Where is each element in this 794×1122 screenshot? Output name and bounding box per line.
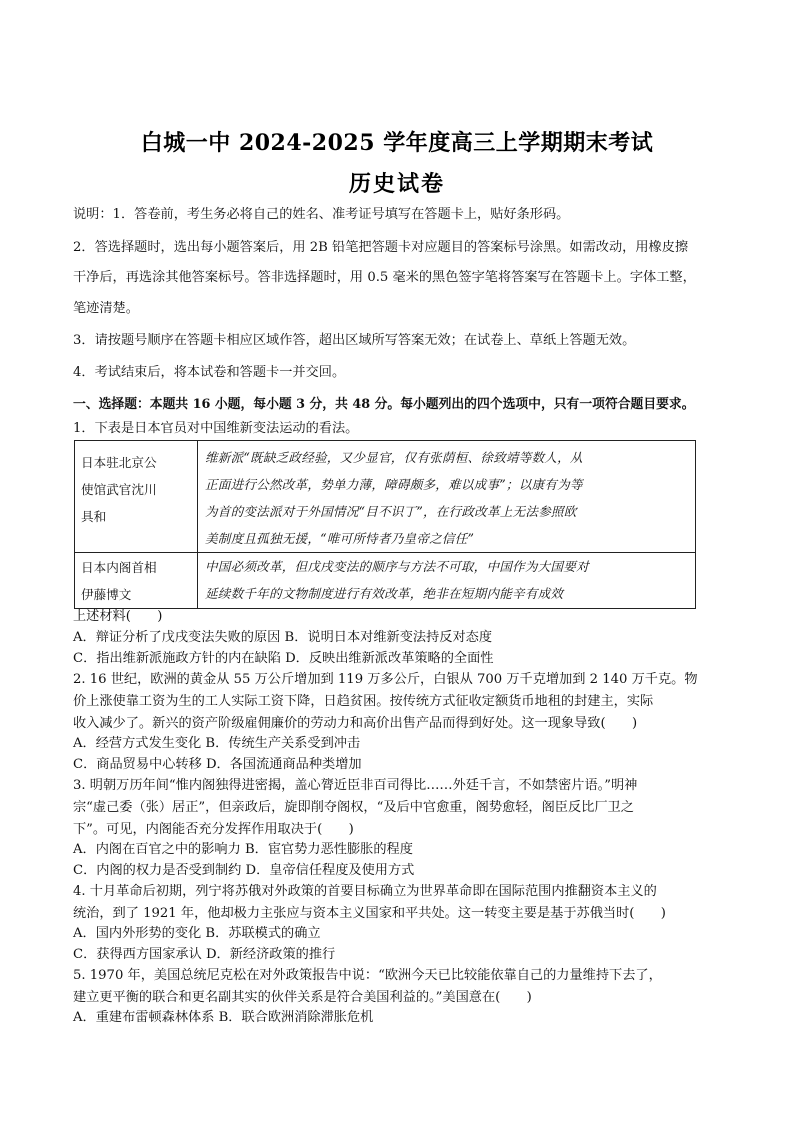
- question-5-line: 5. 1970 年，美国总统尼克松在对外政策报告中说：“欧洲今天已比较能依靠自己的力量维持下去了，: [73, 968, 662, 983]
- question-3-options: A．内阁在百官之中的影响力 B．宦官势力恶性膨胀的程度: [73, 842, 413, 857]
- instruction-line: 3．请按题号顺序在答题卡相应区域作答，超出区域所写答案无效；在试卷上、草纸上答题无效。: [73, 333, 636, 348]
- question-2-line: 2. 16 世纪，欧洲的黄金从 55 万公斤增加到 119 万多公斤，白银从 700 万千克增加到 2 140 万千克。物: [73, 672, 698, 687]
- view-line: 中国必须改革，但戊戌变法的顺序与方法不可取，中国作为大国要对: [205, 559, 589, 574]
- instruction-line: 2．答选择题时，选出每小题答案后，用 2B 铅笔把答题卡对应题目的答案标号涂黑。如需改动，用橡皮擦: [73, 240, 689, 255]
- question-1-options: C．指出维新派施政方针的内在缺陷 D．反映出维新派改革策略的全面性: [73, 651, 494, 666]
- question-1-stem: 1．下表是日本官员对中国维新变法运动的看法。: [73, 421, 359, 436]
- question-4-options: C．获得西方国家承认 D．新经济政策的推行: [73, 947, 336, 962]
- instruction-line: 4．考试结束后，将本试卷和答题卡一并交回。: [73, 365, 346, 380]
- question-5-options: A．重建布雷顿森林体系 B．联合欧洲消除滞胀危机: [73, 1010, 374, 1025]
- view-line: 维新派“既缺乏政经验，又少显官，仅有张荫桓、徐致靖等数人，从: [205, 450, 583, 465]
- question-1-table: [74, 440, 696, 609]
- question-1-options: A．辩证分析了戊戌变法失败的原因 B．说明日本对维新变法持反对态度: [73, 630, 493, 645]
- question-2-line: 价上涨使靠工资为生的工人实际工资下降，日趋贫困。按传统方式征收定额货币地租的封建主，实际: [73, 694, 654, 709]
- view-line: 正面进行公然改革，势单力薄，障碍颇多，难以成事”；以康有为等: [205, 477, 583, 492]
- question-3-line: 下”。可见，内阁能否充分发挥作用取决于( ): [73, 822, 354, 837]
- question-2-options: C．商品贸易中心转移 D．各国流通商品种类增加: [73, 757, 362, 772]
- question-4-line: 4. 十月革命后初期，列宁将苏俄对外政策的首要目标确立为世界革命即在国际范围内推翻资本主义的: [73, 884, 657, 899]
- exam-subtitle: 历史试卷: [348, 171, 445, 197]
- instruction-line: 干净后，再选涂其他答案标号。答非选择题时，用 0.5 毫米的黑色签字笔将答案写在答题卡上。字体工整，: [73, 270, 696, 285]
- official-name-line: 日本内阁首相: [81, 560, 157, 575]
- question-3-line: 3. 明朝万历年间“惟内阁独得进密揭，盖心膂近臣非百司得比……外廷千言，不如禁密片语。”明神: [73, 778, 638, 793]
- view-line: 延续数千年的文物制度进行有效改革，绝非在短期内能辛有成效: [205, 586, 564, 601]
- question-4-line: 统治，到了 1921 年，他却极力主张应与资本主义国家和平共处。这一转变主要是基于苏俄当时( ): [73, 906, 666, 921]
- question-5-line: 建立更平衡的联合和更名副其实的伙伴关系是符合美国利益的。”美国意在( ): [73, 990, 532, 1005]
- official-name-line: 具和: [81, 509, 107, 524]
- view-line: 美制度且孤独无援，“唯可所恃者乃皇帝之信任”: [205, 531, 475, 546]
- question-3-options: C．内阁的权力是否受到制约 D．皇帝信任程度及使用方式: [73, 863, 415, 878]
- instruction-line: 笔迹清楚。: [73, 301, 139, 316]
- question-3-line: 宗“虚己委（张）居正”，但亲政后，旋即削夺阁权，“及后中官愈重，阁势愈轻，阁臣反比厂卫之: [73, 800, 634, 815]
- question-2-options: A．经营方式发生变化 B．传统生产关系受到冲击: [73, 736, 361, 751]
- question-2-line: 收入减少了。新兴的资产阶级雇佣廉价的劳动力和高价出售产品而得到好处。这一现象导致( ): [73, 716, 638, 731]
- table-cell-view: [198, 441, 696, 553]
- exam-title: 白城一中 2024-2025 学年度高三上学期期末考试: [140, 130, 654, 156]
- table-cell-official: [75, 553, 198, 609]
- table-row: [75, 553, 696, 609]
- section-heading: 一、选择题：本题共 16 小题，每小题 3 分，共 48 分。每小题列出的四个选项中，只有一项符合题目要求。: [73, 397, 695, 412]
- instruction-line: 说明：1．答卷前，考生务必将自己的姓名、准考证号填写在答题卡上，贴好条形码。: [73, 207, 570, 222]
- table-cell-official: [75, 441, 198, 553]
- question-1-after: 上述材料( ): [73, 609, 163, 624]
- official-name-line: 使馆武官沈川: [81, 482, 157, 497]
- view-line: 为首的变法派对于外国情况“目不识丁”，在行政改革上无法参照欧: [205, 504, 577, 519]
- table-row: [75, 441, 696, 553]
- official-name-line: 伊藤博文: [81, 587, 132, 602]
- official-name-line: 日本驻北京公: [81, 455, 157, 470]
- question-4-options: A．国内外形势的变化 B．苏联模式的确立: [73, 926, 321, 941]
- table-cell-view: [198, 553, 696, 609]
